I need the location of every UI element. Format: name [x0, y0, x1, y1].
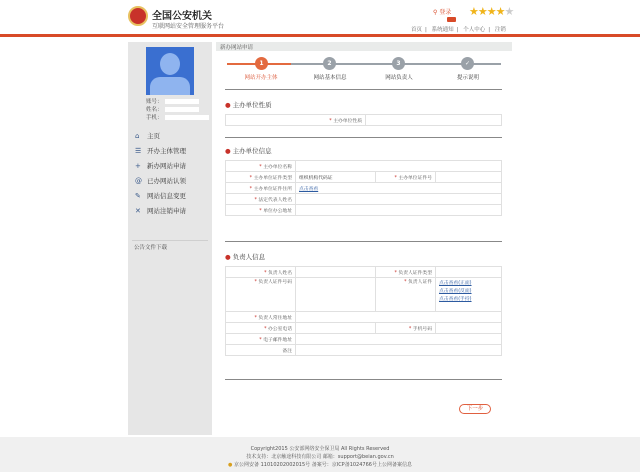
user-phone: 手机： [146, 113, 209, 121]
cert-no-label: * 主办单位证件号 [376, 172, 436, 183]
footer [0, 437, 640, 472]
platform-name: 互联网站安全管理服务平台 [152, 23, 225, 30]
office-addr-value [296, 205, 502, 216]
person-id-photo-label: * 负责人证件 [376, 278, 436, 312]
home-icon: ⌂ [135, 131, 140, 140]
header-divider [0, 34, 640, 37]
user-avatar [146, 47, 194, 95]
police-emblem-logo [128, 6, 148, 26]
notification-badge [447, 17, 456, 22]
id-back-view-link[interactable]: 点击查看(反面) [439, 289, 472, 294]
cert-location-cell [296, 183, 502, 194]
user-name: 姓名： [146, 105, 199, 113]
sidebar-item-cancel-website[interactable]: ✕ 网站注销申请 [135, 206, 186, 215]
footer-support: 技术支持：北京触途科技有限公司 邮箱：support@beian.gov.cn [246, 454, 394, 460]
person-id-type-label: * 负责人证件类型 [376, 267, 436, 278]
sidebar-item-home[interactable]: ⌂ 主页 [135, 131, 160, 140]
id-front-view-link[interactable]: 点击查看(正面) [439, 281, 472, 286]
entity-info-table [225, 160, 502, 216]
id-handheld-view-link[interactable]: 点击查看(手持) [439, 297, 472, 302]
mobile-label: * 手机号码 [376, 323, 436, 334]
section-title-entity-nature: ● 主办单位性质 [225, 101, 272, 109]
step-1-label: 网站开办主体 [244, 75, 278, 81]
entity-name-value [296, 161, 502, 172]
mobile-value [436, 323, 502, 334]
person-id-no-label: * 负责人证件号码 [226, 278, 296, 312]
nav-personal-center[interactable]: 个人中心 [463, 27, 486, 33]
email-label: * 电子邮件地址 [226, 334, 296, 345]
legal-rep-label: * 法定代表人姓名 [226, 194, 296, 205]
entity-nature-table [225, 114, 502, 126]
section-divider-1 [225, 89, 502, 90]
next-step-button[interactable]: 下一步 [459, 404, 491, 414]
sidebar-item-claim-website[interactable]: @ 已办网站认领 [135, 176, 186, 185]
cert-no-value [436, 172, 502, 183]
breadcrumb: 新办网站申请 [216, 42, 512, 51]
nav-logout[interactable]: 注销 [494, 27, 506, 33]
sidebar-item-entity-management[interactable]: ☰ 开办主体管理 [135, 146, 186, 155]
section-title-person-info: ● 负责人信息 [225, 253, 266, 261]
person-id-no-value [296, 278, 376, 312]
entity-name-label: * 主办单位名称 [226, 161, 296, 172]
person-info-table [225, 266, 502, 356]
sidebar-menu [128, 128, 212, 218]
footer-record: ● 京公网安备 11010202002015号 备案号：京ICP备1024766号上公网备案信息 [228, 462, 412, 468]
office-addr-label: * 单位办公地址 [226, 205, 296, 216]
nav-home[interactable]: 首页 [411, 27, 423, 33]
section-title-entity-info: ● 主办单位信息 [225, 147, 272, 155]
cert-type-value: 组织机构代码证 [296, 172, 376, 183]
person-name-value [296, 267, 376, 278]
close-icon: ✕ [135, 206, 141, 215]
footer-copyright: Copyright2015 公安部网络安全保卫局 All Rights Reserved [250, 446, 390, 452]
person-name-label: * 负责人姓名 [226, 267, 296, 278]
police-badge-icon: ● [228, 462, 233, 468]
plus-icon: + [135, 161, 141, 170]
person-residence-value [296, 312, 502, 323]
step-4-label: 提示说明 [456, 75, 479, 81]
sidebar-divider [132, 240, 208, 241]
entity-nature-label: * 主办单位性质 [226, 115, 366, 126]
download-title: 公告文件下载 [134, 245, 168, 251]
top-nav: 首页 | 系统通知 | 个人中心 | 注销 [411, 27, 506, 33]
edit-icon: ✎ [135, 191, 141, 200]
cert-location-label: * 主办单位证件住所 [226, 183, 296, 194]
cert-type-label: * 主办单位证件类型 [226, 172, 296, 183]
section-divider-3 [225, 241, 502, 242]
nav-notifications[interactable]: 系统通知 [431, 27, 454, 33]
rating-stars: ★★★★★ [469, 5, 514, 18]
step-2-marker: 2 [323, 57, 336, 70]
sidebar-item-change-info[interactable]: ✎ 网站信息变更 [135, 191, 186, 200]
list-icon: ☰ [135, 146, 142, 155]
office-phone-label: * 办公室电话 [226, 323, 296, 334]
header [0, 0, 640, 34]
step-3-label: 网站负责人 [385, 75, 413, 81]
step-4-check-icon: ✓ [461, 57, 474, 70]
legal-rep-value [296, 194, 502, 205]
email-value [296, 334, 502, 345]
office-phone-value [296, 323, 376, 334]
user-account: 账号： [146, 97, 199, 105]
remark-value [296, 345, 502, 356]
entity-nature-value [366, 115, 502, 126]
step-3-marker: 3 [392, 57, 405, 70]
person-residence-label: * 负责人常住地址 [226, 312, 296, 323]
step-2-label: 网站基本信息 [313, 75, 347, 81]
org-name: 全国公安机关 [152, 11, 212, 22]
remark-label: 备注 [226, 345, 296, 356]
avatar-body-shape [150, 77, 190, 95]
login-link[interactable]: ⚲ 登录 [433, 9, 452, 16]
at-icon: @ [135, 176, 142, 185]
person-id-type-value [436, 267, 502, 278]
user-icon: ⚲ [433, 9, 438, 16]
person-id-photo-links [436, 278, 502, 312]
step-1-marker: 1 [255, 57, 268, 70]
sidebar-item-new-website[interactable]: + 新办网站申请 [135, 161, 186, 170]
section-divider-4 [225, 379, 502, 380]
avatar-head-shape [160, 53, 180, 75]
cert-location-view-link[interactable]: 点击查看 [299, 186, 319, 192]
section-divider-2 [225, 137, 502, 138]
